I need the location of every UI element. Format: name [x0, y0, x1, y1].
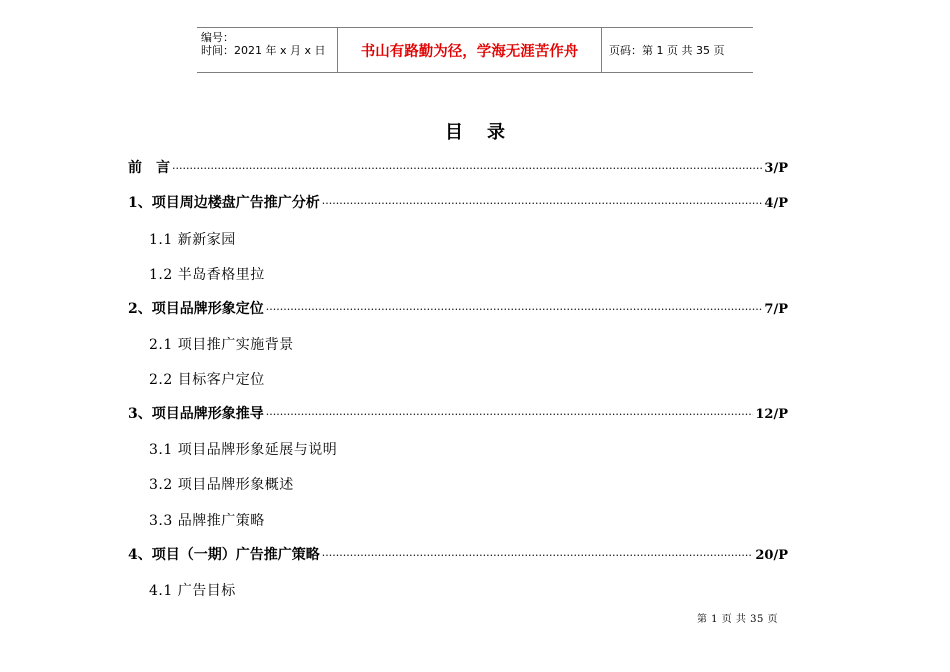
toc-entry-page: 3/P [764, 161, 788, 176]
header-meta-cell [197, 28, 338, 72]
toc-entry-page: 4/P [764, 196, 788, 211]
toc-entry-page: 7/P [764, 302, 788, 317]
toc-leader-dots [266, 303, 763, 316]
toc-entry-section-3[interactable] [128, 403, 788, 423]
toc-entry-3-1[interactable]: 3.1 项目品牌形象延展与说明 [149, 442, 338, 458]
toc-entry-page: 20/P [755, 548, 788, 563]
toc-leader-dots [322, 197, 763, 210]
toc-title: 目录 [445, 122, 529, 143]
document-number-label: 编号： [201, 31, 234, 44]
toc-entry-2-1[interactable]: 2.1 项目推广实施背景 [149, 337, 294, 353]
toc-entry-label: 2、项目品牌形象定位 [128, 301, 264, 317]
toc-entry-label: 1、项目周边楼盘广告推广分析 [128, 195, 320, 211]
toc-entry-label: 前 言 [128, 160, 170, 176]
toc-entry-section-2[interactable] [128, 298, 788, 318]
toc-leader-dots [172, 162, 762, 175]
toc-leader-dots [322, 549, 754, 562]
toc-leader-dots [266, 408, 754, 421]
footer-page-number: 第 1 页 共 35 页 [697, 614, 778, 625]
toc-entry-3-2[interactable]: 3.2 项目品牌形象概述 [149, 477, 294, 493]
toc-entry-label: 3、项目品牌形象推导 [128, 406, 264, 422]
toc-entry-2-2[interactable]: 2.2 目标客户定位 [149, 372, 265, 388]
header-motto: 书山有路勤为径，学海无涯苦作舟 [338, 28, 602, 72]
toc-entry-preface[interactable] [128, 157, 788, 177]
document-time-label: 时间：2021 年 x 月 x 日 [201, 44, 326, 57]
toc-entry-4-1[interactable]: 4.1 广告目标 [149, 583, 236, 599]
toc-entry-1-1[interactable]: 1.1 新新家园 [149, 232, 236, 248]
header-page-label: 页码：第 1 页 共 35 页 [609, 44, 725, 57]
toc-entry-section-1[interactable] [128, 192, 788, 212]
toc-entry-section-4[interactable] [128, 544, 788, 564]
toc-entry-label: 4、项目（一期）广告推广策略 [128, 547, 320, 563]
toc-entry-1-2[interactable]: 1.2 半岛香格里拉 [149, 267, 265, 283]
toc-entry-3-3[interactable]: 3.3 品牌推广策略 [149, 513, 265, 529]
toc-entry-page: 12/P [755, 407, 788, 422]
page-header-table [197, 27, 753, 73]
